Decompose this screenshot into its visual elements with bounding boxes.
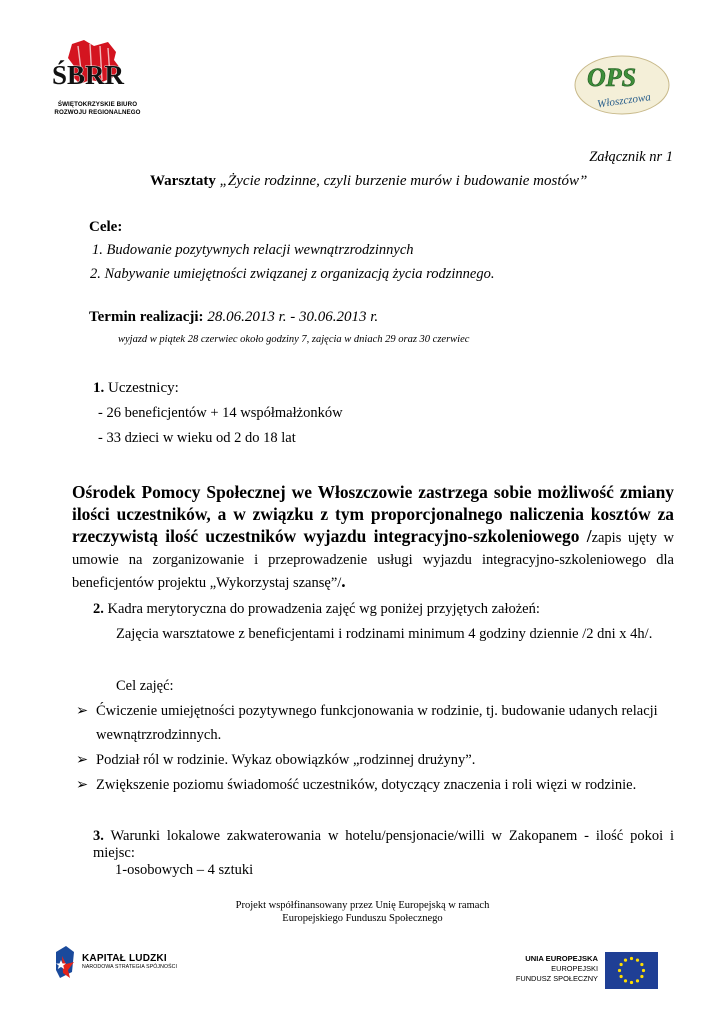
sbrr-subtitle <box>50 101 145 117</box>
conditions-room: 1-osobowych – 4 sztuki <box>115 862 254 878</box>
eu-star-icon <box>636 959 639 962</box>
eu-star-icon <box>642 969 645 972</box>
kapital-ludzki-logo-icon <box>52 942 78 982</box>
eu-star-icon <box>630 957 633 960</box>
aim-bullet-3 <box>76 777 636 794</box>
aim-bullet-2 <box>76 752 475 769</box>
footer-line-2: Europejskiego Funduszu Społecznego <box>282 913 443 924</box>
aim-bullet-3-text: Zwiększenie poziomu świadomość uczestników, dotyczący znaczenia i roli więzi w rodzinie. <box>96 777 637 793</box>
goals-heading: Cele: <box>89 219 123 235</box>
eu-line-2: EUROPEJSKI <box>551 964 598 973</box>
ops-logo-sub: Włoszczowa <box>596 91 652 111</box>
ops-logo <box>573 54 671 116</box>
participants-heading <box>93 380 179 397</box>
sbrr-logo-text: ŚBRR <box>52 60 125 90</box>
eu-star-icon <box>624 979 627 982</box>
notice-end: . <box>341 571 346 591</box>
sbrr-subtitle-line1: ŚWIĘTOKRZYSKIE BIURO <box>57 101 138 108</box>
eu-line-3: FUNDUSZ SPOŁECZNY <box>515 974 598 983</box>
kapital-ludzki-title: KAPITAŁ LUDZKI <box>82 953 167 964</box>
annex-label: Załącznik nr 1 <box>589 149 673 165</box>
participants-number: 1. <box>93 380 105 396</box>
staff-label: Kadra merytoryczna do prowadzenia zajęć wg poniżej przyjętych założeń: <box>107 601 540 617</box>
notice-paragraph <box>72 482 674 594</box>
eu-flag-icon <box>605 952 658 989</box>
conditions-text: Warunki lokalowe zakwaterowania w hotelu/pensjonacie/willi w Zakopanem - ilość pokoi i miejsc: <box>93 828 674 861</box>
eu-star-icon <box>636 979 639 982</box>
participants-label: Uczestnicy: <box>108 380 179 396</box>
participant-item-1: - 26 beneficjentów + 14 współmałżonków <box>98 405 343 421</box>
bullet-arrow-icon: ➢ <box>76 752 89 768</box>
conditions-number: 3. <box>93 828 104 844</box>
notice-bold: Ośrodek Pomocy Społecznej we Włoszczowie zastrzega sobie możliwość zmiany ilości uczestników, a w związku z tym proporcjonalnego naliczenia kosztów za rzeczywistą ilość uczestników wyjazdu integracyjno-szkoleniowego / <box>72 482 674 546</box>
kapital-ludzki-text <box>82 953 177 970</box>
kapital-ludzki-subtitle: NARODOWA STRATEGIA SPÓJNOŚCI <box>82 964 178 970</box>
ops-logo-text: OPS <box>587 63 637 92</box>
eu-star-icon <box>640 963 643 966</box>
eu-star-icon <box>620 963 623 966</box>
term <box>89 309 378 326</box>
participant-item-2: - 33 dzieci w wieku od 2 do 18 lat <box>98 430 296 446</box>
goal-2: 2. Nabywanie umiejętności związanej z organizacją życia rodzinnego. <box>90 266 495 282</box>
eu-title: UNIA EUROPEJSKA <box>525 954 598 963</box>
term-label: Termin realizacji: <box>89 309 204 325</box>
aim-heading: Cel zajęć: <box>116 678 174 694</box>
staff-heading <box>93 601 540 618</box>
notice-normal: zapis ujęty w umowie na zorganizowanie i przeprowadzenie usługi wyjazdu integracyjno-szkoleniowego dla beneficjentów projektu „Wykorzystaj szansę”/ <box>72 530 674 591</box>
eu-text <box>500 954 598 984</box>
footer-note <box>0 899 725 925</box>
departure-note: wyjazd w piątek 28 czerwiec około godziny 7, zajęcia w dniach 29 oraz 30 czerwiec <box>118 334 470 345</box>
aim-bullet-2-text: Podział ról w rodzinie. Wykaz obowiązków „rodzinnej drużyny”. <box>96 752 476 768</box>
bullet-arrow-icon: ➢ <box>76 777 89 793</box>
aim-bullet-1-continued: wewnątrzrodzinnych. <box>96 727 222 743</box>
conditions <box>93 828 674 862</box>
title-italic: „Życie rodzinne, czyli burzenie murów i budowanie mostów” <box>219 173 588 189</box>
eu-star-icon <box>640 975 643 978</box>
eu-star-icon <box>620 975 623 978</box>
eu-star-icon <box>618 969 621 972</box>
footer-line-1: Projekt współfinansowany przez Unię Europejską w ramach <box>235 900 490 911</box>
aim-bullet-1 <box>76 703 658 720</box>
aim-bullet-1-text: Ćwiczenie umiejętności pozytywnego funkcjonowania w rodzinie, tj. budowanie udanych relacji <box>96 703 658 719</box>
sbrr-subtitle-line2: ROZWOJU REGIONALNEGO <box>54 109 141 116</box>
eu-star-icon <box>624 959 627 962</box>
bullet-arrow-icon: ➢ <box>76 703 89 719</box>
document-title <box>150 173 587 190</box>
staff-text: Zajęcia warsztatowe z beneficjentami i rodzinami minimum 4 godziny dziennie /2 dni x 4h/. <box>116 626 653 642</box>
staff-number: 2. <box>93 601 104 617</box>
title-prefix: Warsztaty <box>150 173 216 189</box>
eu-star-icon <box>630 981 633 984</box>
goal-1: 1. Budowanie pozytywnych relacji wewnątrzrodzinnych <box>92 242 414 258</box>
term-value: 28.06.2013 r. - 30.06.2013 r. <box>207 309 379 325</box>
